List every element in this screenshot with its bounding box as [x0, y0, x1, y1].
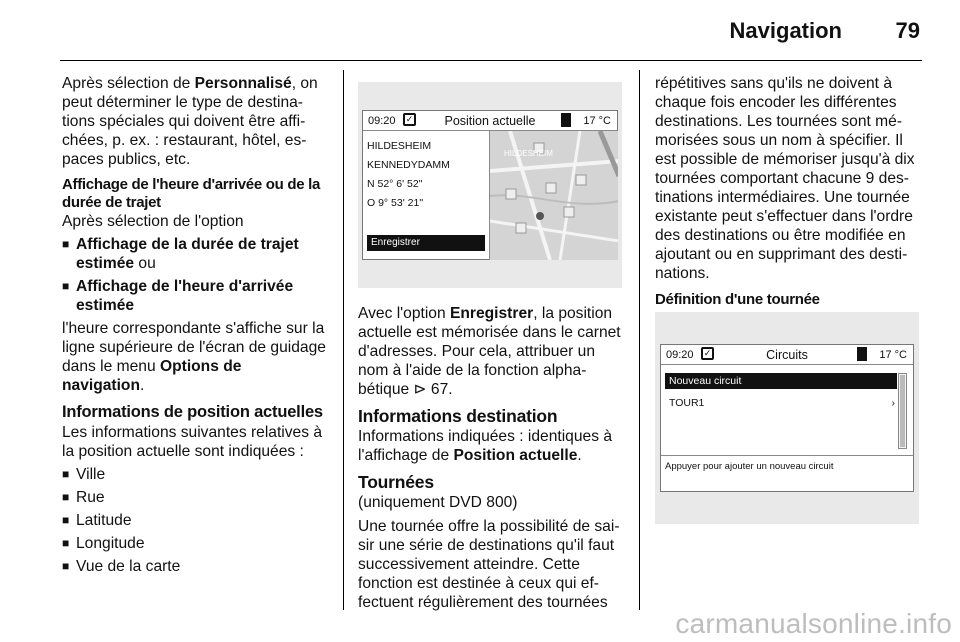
watermark: carmanualsonline.info: [675, 608, 952, 639]
tour-paragraph: Une tournée offre la possibilité de saisir une série de destinations qu'il faut successivement atteindre. Cette fonction est destinée à ceux qui effectuent régulièrement des tournées: [358, 518, 620, 611]
screen-circuits: [655, 312, 919, 524]
new-circuit-item[interactable]: Nouveau circuit: [665, 373, 897, 389]
column-3: [655, 74, 923, 309]
map-city-label: HILDESHEIM: [504, 149, 553, 158]
clock: 09:20: [368, 115, 396, 127]
street-value: KENNEDYDAMM: [367, 159, 450, 171]
subheading-arrival-time: Affichage de l'heure d'arrivée ou de la durée de trajet: [62, 176, 321, 211]
display-frame: [362, 110, 618, 260]
check-icon: ✓: [701, 347, 714, 360]
page-ref-icon: ⊳: [413, 381, 431, 398]
section-title: Navigation: [729, 18, 842, 43]
thermometer-icon: [561, 113, 571, 127]
position-info: [367, 137, 450, 213]
hint-text: Appuyer pour ajouter un nouveau circuit: [665, 461, 834, 472]
column-divider-2: [639, 70, 640, 610]
clock: 09:20: [666, 349, 694, 361]
dvd-note: (uniquement DVD 800): [358, 494, 518, 511]
screen-title: Position actuelle: [444, 114, 536, 128]
subheading-define-tour: Définition d'une tournée: [655, 291, 820, 308]
hint-bar: [661, 455, 913, 456]
info-bullet-list: [62, 465, 328, 576]
page-header: [0, 0, 960, 62]
chevron-right-icon: ›: [891, 397, 895, 409]
latitude-value: N 52° 6' 52": [367, 178, 423, 190]
result-paragraph: l'heure correspondante s'affiche sur la ligne supérieure de l'écran de guidage dans le menu Options de navigation.: [62, 320, 326, 394]
check-icon: ✓: [403, 113, 416, 126]
dest-paragraph: Informations indiquées : identiques à l'affichage de Position actuelle.: [358, 428, 612, 464]
scrollbar-thumb[interactable]: [900, 375, 905, 447]
option-list: [62, 235, 328, 315]
info-bullet: ■ Vue de la carte: [62, 557, 328, 576]
longitude-value: O 9° 53' 21": [367, 197, 424, 209]
column-divider-1: [343, 70, 344, 610]
status-bar: [363, 111, 617, 131]
column-2: [358, 304, 624, 619]
heading-tours: Tournées: [358, 472, 434, 492]
heading-destination-info: Informations destination: [358, 406, 558, 426]
column-1: [62, 74, 328, 580]
info-bullet: ■ Latitude: [62, 511, 328, 530]
intro-paragraph: Après sélection de Personnalisé, on peut déterminer le type de destinations spéciales qui doivent être affichées, p. ex. : restaurant, hôtel, espaces publics, etc.: [62, 75, 318, 168]
temperature: 17 °C: [879, 349, 907, 361]
screen-title: Circuits: [766, 348, 808, 362]
save-button[interactable]: Enregistrer: [367, 235, 485, 251]
screen-current-position: [358, 82, 622, 288]
city-value: HILDESHEIM: [367, 140, 432, 152]
status-bar: [661, 345, 913, 365]
temperature: 17 °C: [583, 115, 611, 127]
info-bullet: ■ Ville: [62, 465, 328, 484]
info-bullet: ■ Rue: [62, 488, 328, 507]
scrollbar[interactable]: [898, 373, 907, 449]
option-item: ■ Affichage de l'heure d'arrivée estimée: [62, 277, 328, 315]
info-paragraph: Les informations suivantes relatives à la position actuelle sont indiquées :: [62, 424, 323, 460]
display-frame: [660, 344, 914, 492]
circuit-item[interactable]: TOUR1 ›: [669, 397, 895, 409]
thermometer-icon: [857, 347, 867, 361]
after-option-text: Après sélection de l'option: [62, 213, 244, 230]
save-paragraph: Avec l'option Enregistrer, la position actuelle est mémorisée dans le carnet d'adresses. Pour cela, attribuer un nom à l'aide de la fonction alphabétique ⊳ 67.: [358, 305, 621, 398]
map-view[interactable]: [489, 131, 618, 260]
heading-current-position: Informations de position actuelles: [62, 403, 323, 421]
tour-continued-paragraph: répétitives sans qu'ils ne doivent à chaque fois encoder les différentes destinations. Les tournées sont mémorisées sous un nom à spécifier. Il est possible de mémoriser jusqu'à dix tournées comportant chacune 9 destinations intermédiaires. Une tournée existante peut s'effectuer dans l'ordre des destinations ou être modifiée en ajoutant ou en supprimant des destinations.: [655, 75, 915, 282]
option-item: ■ Affichage de la durée de trajet estimée ou: [62, 235, 328, 273]
page-number: 79: [895, 18, 920, 43]
header-divider: [60, 60, 922, 61]
info-bullet: ■ Longitude: [62, 534, 328, 553]
